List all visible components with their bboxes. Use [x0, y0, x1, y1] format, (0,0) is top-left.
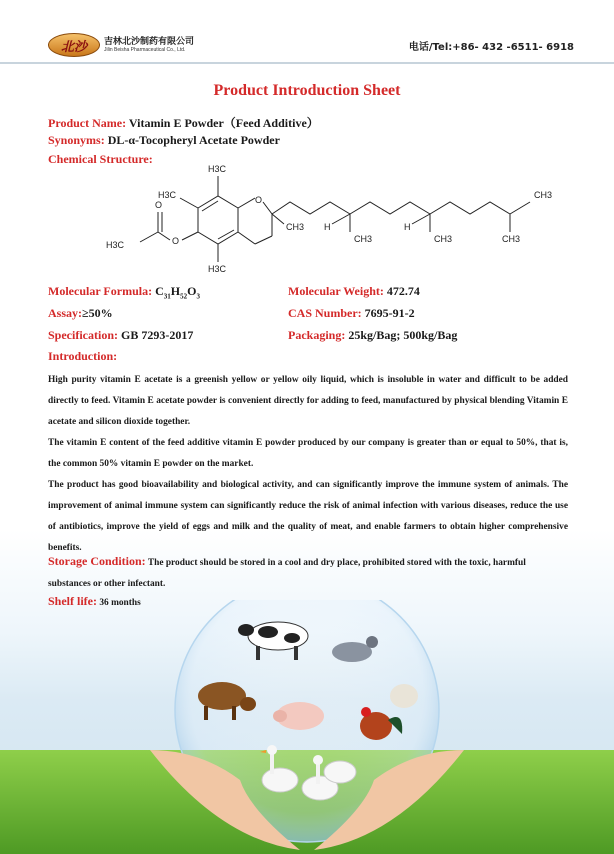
product-name-value: Vitamin E Powder（Feed Additive） — [128, 116, 319, 130]
atom-ch3-end-bottom: CH3 — [502, 234, 521, 244]
molecular-weight-label: Molecular Weight: — [288, 284, 384, 298]
atom-ch3-b: CH3 — [434, 234, 453, 244]
shelf-life-value: 36 months — [99, 598, 141, 608]
atom-h3c-acetyl: H3C — [106, 240, 125, 250]
chemical-structure-label: Chemical Structure: — [48, 152, 153, 166]
atom-h-1: H — [324, 222, 331, 232]
cas-row — [288, 306, 415, 321]
company-logo — [48, 33, 100, 57]
product-name-label: Product Name: — [48, 116, 127, 130]
molecular-weight-value: 472.74 — [386, 284, 420, 298]
synonyms-value: DL-α-Tocopheryl Acetate Powder — [107, 133, 280, 147]
atom-h-2: H — [404, 222, 411, 232]
cas-value: 7695-91-2 — [364, 306, 415, 320]
chemical-structure-diagram — [100, 158, 580, 278]
molecular-weight-row — [288, 284, 420, 299]
packaging-row — [288, 328, 457, 343]
assay-row — [48, 306, 113, 321]
header-divider — [0, 62, 614, 64]
introduction-label: Introduction: — [48, 349, 118, 363]
company-name-en: Jilin Beisha Pharmaceutical Co., Ltd. — [104, 47, 186, 53]
phone-number: 电话/Tel:+86- 432 -6511- 6918 — [408, 42, 574, 53]
introduction-heading — [48, 349, 117, 364]
atom-ch3-top: H3C — [208, 164, 227, 174]
shelf-life-label: Shelf life: — [48, 594, 97, 608]
livestock-illustration — [0, 600, 614, 854]
logo-text: 北沙 — [60, 39, 87, 54]
specification-label: Specification: — [48, 328, 118, 342]
atom-o-ring: O — [255, 195, 263, 205]
storage-label: Storage Condition: — [48, 554, 146, 568]
molecular-formula-label: Molecular Formula: — [48, 284, 153, 298]
synonyms-row — [48, 133, 280, 148]
atom-ch3-bottom: H3C — [208, 264, 227, 274]
atom-ch3-end-top: CH3 — [534, 190, 553, 200]
synonyms-label: Synonyms: — [48, 133, 105, 147]
atom-ch3-left: H3C — [158, 190, 177, 200]
molecular-formula-value: $C_{31}H_{52}O_3$ — [155, 284, 200, 301]
packaging-label: Packaging: — [288, 328, 346, 342]
cas-label: CAS Number: — [288, 306, 362, 320]
specification-value: GB 7293-2017 — [121, 328, 194, 342]
assay-label: Assay: — [48, 306, 83, 320]
page-title: Product Introduction Sheet — [213, 82, 401, 99]
atom-o-ester: O — [172, 236, 180, 246]
atom-o-carbonyl: O — [155, 200, 163, 210]
page-header — [0, 0, 614, 62]
atom-ch3-ring: CH3 — [286, 222, 305, 232]
specification-row — [48, 328, 193, 343]
storage-condition — [48, 551, 568, 595]
intro-paragraph-1: High purity vitamin E acetate is a greenish yellow or yellow oily liquid, which is insoluble in water and difficult to be added directly to feed. Vitamin E acetate powder is convenient directly for adding to feed, manufactured by physical blending Vitamin E acetate and silicon dioxide together. — [48, 375, 568, 427]
storage-value: The product should be stored in a cool and dry place, prohibited stored with the toxic, harmful substances or other infectant. — [48, 558, 526, 589]
intro-paragraph-2: The vitamin E content of the feed additive vitamin E powder produced by our company is greater than or equal to 50%, that is, the common 50% vitamin E powder on the market. — [48, 438, 568, 469]
company-name-cn: 吉林北沙制药有限公司 — [104, 37, 195, 47]
product-name-row — [48, 114, 319, 131]
molecular-formula-row — [48, 284, 200, 300]
packaging-value: 25kg/Bag; 500kg/Bag — [348, 328, 458, 342]
atom-ch3-a: CH3 — [354, 234, 373, 244]
intro-paragraph-3: The product has good bioavailability and biological activity, and can significantly improve the immune system of animals. The improvement of animal immune system can significantly reduce the risk of animal infection with various diseases, reduce the use of antibiotics, improve the yield of eggs and milk and the quality of meat, and enable farmers to obtain higher comprehensive benefits. — [48, 480, 568, 553]
assay-value: ≥50% — [82, 306, 113, 320]
